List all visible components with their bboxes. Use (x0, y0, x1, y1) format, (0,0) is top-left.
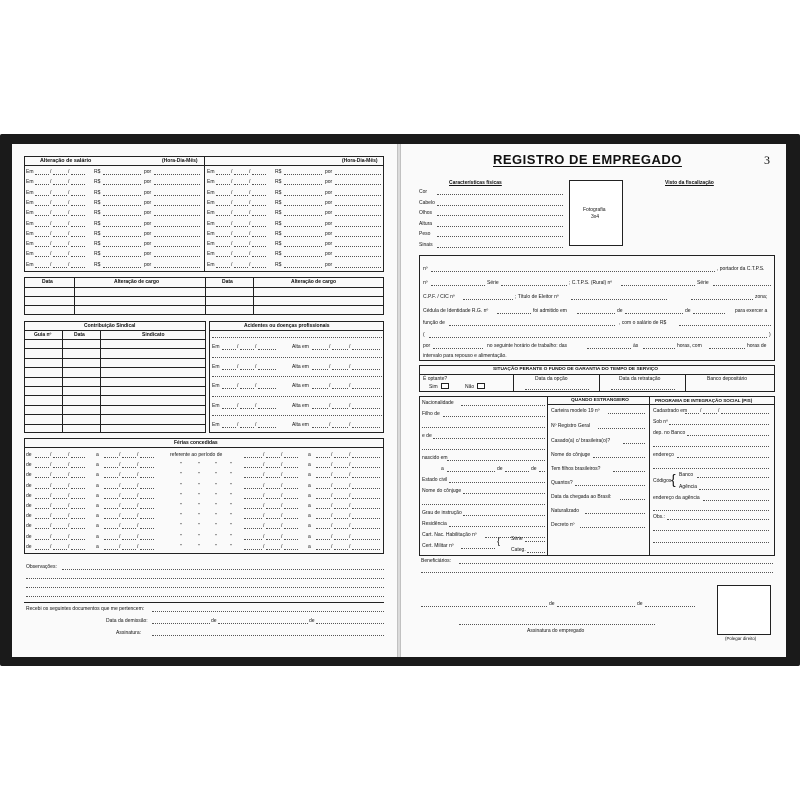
pis-cadastrado: Cadastrado em (653, 408, 688, 414)
salary-em: Em (26, 230, 34, 237)
salary-slash: / (249, 179, 251, 186)
ferias-de: de (26, 492, 32, 499)
ferias-ditto: " (215, 543, 217, 550)
ferias-de: de (26, 482, 32, 489)
personal-field: Estado civil (422, 477, 448, 483)
ferias-ditto: " (180, 523, 182, 530)
ferias-ditto: " (198, 523, 200, 530)
ferias-a: a (96, 482, 99, 489)
salary-em: Em (207, 169, 215, 175)
salary-por: por (325, 251, 333, 258)
salary-por: por (144, 251, 152, 258)
acidentes-em: Em (212, 363, 220, 370)
ferias-ditto: " (215, 482, 217, 489)
pis-banco: Banco (679, 472, 694, 478)
ferias-a: a (308, 482, 311, 489)
salary-rs: R$ (275, 220, 282, 227)
estrangeiro-field: Decreto nº (551, 522, 575, 528)
ferias-a: a (96, 472, 99, 479)
salary-em: Em (207, 199, 215, 206)
photo-size: 3x4 (591, 214, 600, 220)
beneficiarios-label: Beneficiários: (421, 558, 452, 564)
salary-em: Em (26, 169, 34, 175)
salary-por: por (325, 189, 333, 196)
ferias-title: Férias concedidas (174, 440, 218, 446)
salary-slash: / (50, 179, 52, 186)
ferias-ditto: " (230, 533, 232, 540)
decl-paren-close: ) (769, 332, 771, 338)
sindical-title: Contribuição Sindical (84, 323, 136, 329)
acidentes-alta: Alta em (292, 422, 309, 428)
salary-slash: / (50, 199, 52, 206)
ferias-a: a (96, 503, 99, 509)
cargo-col-alteracao-2: Alteração de cargo (291, 279, 337, 285)
salary-em: Em (26, 210, 34, 217)
salary-rs: R$ (275, 199, 282, 206)
ferias-ditto: " (230, 543, 232, 550)
ferias-ditto: " (198, 472, 200, 479)
ferias-a: a (96, 462, 99, 469)
salary-rs: R$ (94, 251, 101, 258)
ferias-ditto: " (230, 503, 232, 509)
recebi-label: Recebi os seguintes documentos que me pertencem: (26, 606, 145, 612)
fisicas-title: Características físicas (449, 180, 502, 186)
salary-slash: / (249, 189, 251, 196)
salary-slash: / (50, 230, 52, 237)
salary-slash: / (68, 189, 70, 196)
cargo-col-data-1: Data (42, 279, 53, 285)
decl-ctps-rural: ; C.T.P.S. (Rural) nº (569, 280, 613, 286)
salary-por: por (325, 169, 333, 175)
salary-slash: / (50, 251, 52, 258)
ferias-ditto: " (180, 462, 182, 469)
personal-field: Cert. Militar nº (422, 543, 454, 549)
salary-slash: / (68, 261, 70, 268)
pis-sob: Sob nº (653, 419, 668, 425)
salary-slash: / (231, 251, 233, 258)
sindical-col-sindicato: Sindicato (142, 332, 165, 338)
assinatura-label: Assinatura: (116, 630, 142, 636)
salary-por: por (144, 210, 152, 217)
salary-por: por (325, 210, 333, 217)
pis-title: PROGRAMA DE INTEGRAÇÃO SOCIAL (PIS) (655, 398, 753, 403)
salary-slash: / (231, 220, 233, 227)
ferias-ditto: " (230, 472, 232, 479)
ferias-ditto: " (230, 462, 232, 469)
acidentes-alta: Alta em (292, 383, 309, 389)
fisicas-field: Olhos (419, 210, 433, 216)
personal-field: e de (422, 433, 432, 439)
ferias-ditto: " (215, 513, 217, 520)
assinatura-empregado: Assinatura do empregado (527, 628, 585, 634)
ferias-ditto: " (215, 523, 217, 530)
personal-field: de (531, 466, 537, 472)
salary-por: por (325, 241, 333, 248)
ferias-ditto: " (230, 492, 232, 499)
salary-slash: / (231, 179, 233, 186)
salary-unit-left: (Hora-Dia-Mês) (162, 158, 198, 164)
decl-horario: no seguinte horário de trabalho: das (487, 343, 568, 349)
salary-slash: / (68, 241, 70, 248)
salary-em: Em (26, 179, 34, 186)
polegar-label: (Polegar direito) (725, 636, 757, 641)
ferias-ditto: " (180, 543, 182, 550)
ferias-a: a (96, 513, 99, 520)
ferias-a: a (308, 492, 311, 499)
salary-rs: R$ (94, 210, 101, 217)
salary-slash: / (231, 199, 233, 206)
decl-admitido: foi admitido em (533, 308, 567, 314)
salary-rs: R$ (94, 230, 101, 237)
ferias-de: de (26, 533, 32, 540)
salary-em: Em (207, 220, 215, 227)
estrangeiro-field: Quantos? (551, 480, 573, 486)
salary-slash: / (249, 230, 251, 237)
ferias-a: a (96, 492, 99, 499)
ferias-ditto: " (180, 513, 182, 520)
ferias-a: a (308, 462, 311, 469)
salary-rs: R$ (94, 261, 101, 268)
decl-serie2: Série (697, 280, 709, 286)
salary-por: por (144, 220, 152, 227)
acidentes-em: Em (212, 383, 220, 389)
salary-em: Em (207, 241, 215, 248)
salary-rs: R$ (94, 189, 101, 196)
salary-em: Em (26, 199, 34, 206)
salary-em: Em (207, 189, 215, 196)
ferias-a: a (308, 523, 311, 530)
ferias-de: de (26, 452, 32, 458)
salary-slash: / (50, 169, 52, 175)
ferias-ditto: " (180, 482, 182, 489)
ferias-ditto: " (215, 472, 217, 479)
decl-de: de (617, 308, 623, 314)
fisicas-field: Cabelo (419, 199, 435, 206)
decl-intervalo: intervalo para repouso e alimentação. (423, 353, 507, 359)
decl-portador: , portador da C.T.P.S. (717, 266, 765, 272)
ferias-de: de (26, 503, 32, 509)
salary-slash: / (50, 261, 52, 268)
ferias-a: a (96, 543, 99, 550)
personal-field: de (497, 466, 503, 472)
ferias-ditto: " (180, 492, 182, 499)
salary-em: Em (207, 210, 215, 217)
fgts-sim-checkbox[interactable] (441, 383, 449, 389)
salary-slash: / (231, 230, 233, 237)
ferias-a: a (308, 452, 311, 458)
salary-slash: / (68, 199, 70, 206)
ferias-ditto: " (215, 503, 217, 509)
salary-rs: R$ (94, 199, 101, 206)
brace-icon: { (497, 536, 501, 546)
salary-por: por (144, 241, 152, 248)
salary-slash: / (68, 179, 70, 186)
ferias-ditto: " (215, 462, 217, 469)
visto-title: Visto da fiscalização (665, 180, 714, 186)
salary-slash: / (231, 241, 233, 248)
salary-rs: R$ (275, 189, 282, 196)
pis-dep: dep. no Banco (653, 430, 686, 436)
pis-end-agencia: endereço da agência (653, 495, 700, 501)
decl-n: nº (423, 266, 428, 272)
salary-por: por (325, 179, 333, 186)
salary-por: por (144, 199, 152, 206)
salary-por: por (325, 220, 333, 227)
pis-codigos: Códigos (653, 478, 672, 484)
ferias-a: a (308, 533, 311, 540)
ferias-a: a (96, 523, 99, 530)
salary-slash: / (249, 261, 251, 268)
pis-obs: Obs.: (653, 514, 665, 520)
fisicas-field: Cor (419, 189, 428, 195)
fisicas-field: Altura (419, 220, 433, 227)
pis-agencia: Agência (679, 484, 698, 490)
salary-slash: / (50, 189, 52, 196)
sindical-col-guia: Guia nº (34, 332, 52, 338)
salary-em: Em (207, 251, 215, 258)
left-page: Alteração de salário (Hora-Dia-Mês) (Hora-Dia-Mês) Em / / R$ por Em / / R$ por Em / / R$ por Em / / R$ por Em / / R$ por Em / / R$ por Em / / R$ por Em / / R$ por Em / / R$ por Em / / R$ por Em / / R$ por Em / / R$ por Em / / R$ por Em / / R$ por Em / / R$ por Em / / R$ por Em / / R$ por Em / / R$ por Em / / R$ por Em / / R$ por Data Alteração de cargo Data Alteração de cargo Contribuição Sindical Guia nº Data Sindicato Acidentes ou doenças profissionais Em / / Alta em / / Em / / Alta em / / Em / / Alta em / / Em / / Alta em / / Em / / Alta em / / Férias concedidas de / / a / / referente ao período de / / a / / de / / a / / " " " " / / a / / de / / a / / " " " " / / a / / de / / a / / " " " " / / a / / de / / a / / " " " " / / a / / de / / a / / " " " " / / a / / de / / a / / " " " " / / a / / de / / a / / " " " " / / a / / de / / a / / " " " " / / a / / de / / a / / " " " " / / a / / Observações: Recebi os seguintes documentos que me pertencem: Data da demissão: de de Assinatura: (12, 144, 397, 657)
salary-rs: R$ (275, 179, 282, 186)
decl-paren-open: ( (423, 332, 425, 338)
salary-por: por (325, 199, 333, 206)
salary-por: por (144, 169, 152, 175)
fgts-title: SITUAÇÃO PERANTE O FUNDO DE GARANTIA DO TEMPO DE SERVIÇO (493, 367, 658, 372)
salary-rs: R$ (275, 169, 282, 175)
decl-exercer: para exercer a (735, 308, 768, 314)
salary-rs: R$ (94, 169, 101, 175)
decl-funcao: função de (423, 320, 445, 326)
fgts-optante: É optante? (423, 376, 448, 382)
salary-em: Em (26, 241, 34, 248)
estrangeiro-field: Carteira modelo 19 nº (551, 408, 600, 414)
ferias-ditto: " (180, 533, 182, 540)
salary-slash: / (68, 220, 70, 227)
decl-titulo: ; Título de Eleitor nº (515, 294, 559, 300)
personal-field: Nome do cônjuge (422, 488, 462, 494)
salary-rs: R$ (275, 241, 282, 248)
ferias-ditto: " (198, 503, 200, 509)
acidentes-em: Em (212, 344, 220, 350)
ferias-ditto: " (230, 523, 232, 530)
ferias-de: de (26, 462, 32, 469)
ferias-ditto: " (230, 482, 232, 489)
salary-em: Em (207, 179, 215, 186)
estrangeiro-field: Nº Registro Geral (551, 423, 591, 429)
salary-por: por (144, 179, 152, 186)
salary-em: Em (26, 189, 34, 196)
estrangeiro-field: Casado(a) c/ brasileira(o)? (551, 438, 611, 444)
salary-por: por (144, 189, 152, 196)
personal-field: Grau de instrução (422, 510, 462, 516)
personal-field: Nacionalidade (422, 400, 454, 406)
ferias-a: a (308, 543, 311, 550)
acidentes-alta: Alta em (292, 344, 309, 350)
salary-slash: / (231, 189, 233, 196)
fgts-data-opcao: Data da opção (535, 376, 568, 382)
ferias-a: a (308, 513, 311, 520)
fgts-banco: Banco depositário (707, 376, 748, 382)
cargo-col-data-2: Data (222, 279, 233, 285)
fgts-nao: Não (465, 384, 475, 390)
salary-em: Em (26, 220, 34, 227)
estrangeiro-title: QUANDO ESTRANGEIRO (571, 398, 629, 403)
salary-slash: / (249, 220, 251, 227)
acidentes-alta: Alta em (292, 363, 309, 370)
fisicas-field: Sinais (419, 241, 433, 248)
acidentes-em: Em (212, 402, 220, 409)
pis-endereco: endereço (653, 452, 674, 458)
salary-rs: R$ (275, 210, 282, 217)
ferias-de: de (26, 472, 32, 479)
acidentes-alta: Alta em (292, 402, 309, 409)
personal-categ: Categ. (511, 547, 526, 553)
ferias-ditto: " (215, 492, 217, 499)
ferias-de: de (26, 513, 32, 520)
salary-slash: / (231, 169, 233, 175)
ferias-ditto: " (198, 462, 200, 469)
salary-em: Em (26, 251, 34, 258)
salary-slash: / (249, 199, 251, 206)
personal-field: nascido em (422, 455, 448, 461)
ferias-a: a (308, 503, 311, 509)
brace-icon: { (671, 471, 676, 487)
ferias-ditto: " (198, 533, 200, 540)
salary-por: por (144, 261, 152, 268)
salary-slash: / (249, 241, 251, 248)
decl-horas-de: horas de (747, 343, 767, 349)
acidentes-em: Em (212, 422, 220, 428)
ferias-a: a (96, 452, 99, 458)
observacoes-label: Observações: (26, 564, 57, 570)
ferias-ditto: " (198, 543, 200, 550)
estrangeiro-field: Data da chegada ao Brasil: (551, 494, 612, 500)
decl-n2: nº (423, 280, 428, 286)
salary-slash: / (50, 210, 52, 217)
salary-rs: R$ (275, 251, 282, 258)
ferias-ditto: " (198, 492, 200, 499)
salary-slash: / (249, 169, 251, 175)
salary-rs: R$ (94, 220, 101, 227)
footer-de-2: de (637, 601, 643, 607)
decl-cpf: C.P.F. / CIC nº (423, 294, 455, 300)
salary-slash: / (68, 169, 70, 175)
ferias-ditto: " (180, 472, 182, 479)
fgts-nao-checkbox[interactable] (477, 383, 485, 389)
estrangeiro-field: Tem filhos brasileiros? (551, 466, 601, 472)
ferias-de: de (26, 543, 32, 550)
page-title: REGISTRO DE EMPREGADO (493, 152, 682, 167)
photo-label: Fotografia (583, 207, 606, 213)
cargo-col-alteracao-1: Alteração de cargo (114, 279, 160, 285)
decl-horas-com: horas, com (677, 343, 702, 349)
salary-em: Em (207, 261, 215, 268)
fgts-sim: Sim (429, 384, 438, 390)
decl-as: às (633, 343, 639, 349)
salary-em: Em (207, 230, 215, 237)
sindical-col-data: Data (74, 332, 85, 338)
demissao-de-2: de (309, 618, 315, 624)
personal-field: a (441, 466, 444, 472)
ferias-referente: referente ao período de (170, 452, 223, 458)
salary-slash: / (249, 210, 251, 217)
salary-slash: / (68, 251, 70, 258)
personal-field: Filho de (422, 411, 440, 417)
demissao-de-1: de (211, 618, 217, 624)
salary-slash: / (50, 241, 52, 248)
salary-slash: / (231, 210, 233, 217)
fgts-data-retratacao: Data da retratação (619, 376, 661, 382)
salary-por: por (325, 261, 333, 268)
data-demissao-label: Data da demissão: (106, 618, 148, 624)
salary-title: Alteração de salário (40, 158, 92, 164)
decl-serie: Série (487, 280, 499, 286)
footer-de-1: de (549, 601, 555, 607)
salary-em: Em (26, 261, 34, 268)
personal-serie: Série (511, 536, 523, 542)
ferias-ditto: " (180, 503, 182, 509)
decl-salario: , com o salário de R$ (619, 320, 667, 326)
ferias-de: de (26, 523, 32, 530)
salary-slash: / (231, 261, 233, 268)
fisicas-field: Peso (419, 231, 431, 237)
personal-field: Cart. Nac. Habilitação nº (422, 532, 477, 538)
ferias-a: a (96, 533, 99, 540)
decl-por: por (423, 343, 431, 349)
acidentes-title: Acidentes ou doenças profissionais (244, 323, 330, 329)
salary-por: por (144, 230, 152, 237)
decl-de2: de (685, 308, 691, 314)
salary-slash: / (249, 251, 251, 258)
right-page: REGISTRO DE EMPREGADO 3 Características físicas Cor Cabelo Olhos Altura Peso Sinais Fotografia 3x4 Visto da fiscalização nº , portador da C.T.P.S. nº Série ; C.T.P.S. (Rural) nº Série C.P.F. / CIC nº ; Título de Eleitor nº zona; Cédula de Identidade R.G. nº foi admitido em de de para exercer a função de , com o salário de R$ ( ) por no seguinte horário de trabalho: das às horas, com horas de intervalo para repouso e alimentação. SITUAÇÃO PERANTE O FUNDO DE GARANTIA DO TEMPO DE SERVIÇO É optante? Sim Não Data da opção Data da retratação Banco depositário QUANDO ESTRANGEIRO PROGRAMA DE INTEGRAÇÃO SOCIAL (PIS) Nacionalidade Filho de e de nascido em a de de Estado civil Nome do cônjuge Grau de instrução Residência Cart. Nac. Habilitação nº Cert. Militar nº { Série Categ. Carteira modelo 19 nº Nº Registro Geral Casado(a) c/ brasileira(o)? Nome do cônjuge Tem filhos brasileiros? Quantos? Data da chegada ao Brasil: Naturalizado Decreto nº Cadastrado em / / Sob nº dep. no Banco endereço { Códigos Banco Agência endereço da agência Obs.: Beneficiários: de de Assinatura do empregado (Polegar direito) (401, 144, 786, 657)
salary-rs: R$ (275, 230, 282, 237)
salary-rs: R$ (94, 241, 101, 248)
salary-slash: / (50, 220, 52, 227)
salary-unit-right: (Hora-Dia-Mês) (342, 158, 378, 164)
photo-box (569, 180, 623, 246)
ferias-a: a (308, 472, 311, 479)
thumbprint-box (717, 585, 771, 635)
personal-field: Residência (422, 521, 447, 527)
ferias-ditto: " (230, 513, 232, 520)
estrangeiro-field: Nome do cônjuge (551, 452, 591, 458)
salary-slash: / (68, 210, 70, 217)
decl-zona: zona; (755, 294, 768, 300)
decl-cedula: Cédula de Identidade R.G. nº (423, 308, 489, 314)
page-number: 3 (764, 153, 770, 167)
salary-rs: R$ (94, 179, 101, 186)
salary-rs: R$ (275, 261, 282, 268)
ferias-ditto: " (198, 482, 200, 489)
salary-slash: / (68, 230, 70, 237)
ferias-ditto: " (198, 513, 200, 520)
salary-por: por (325, 230, 333, 237)
estrangeiro-field: Naturalizado (551, 508, 580, 514)
ferias-ditto: " (215, 533, 217, 540)
